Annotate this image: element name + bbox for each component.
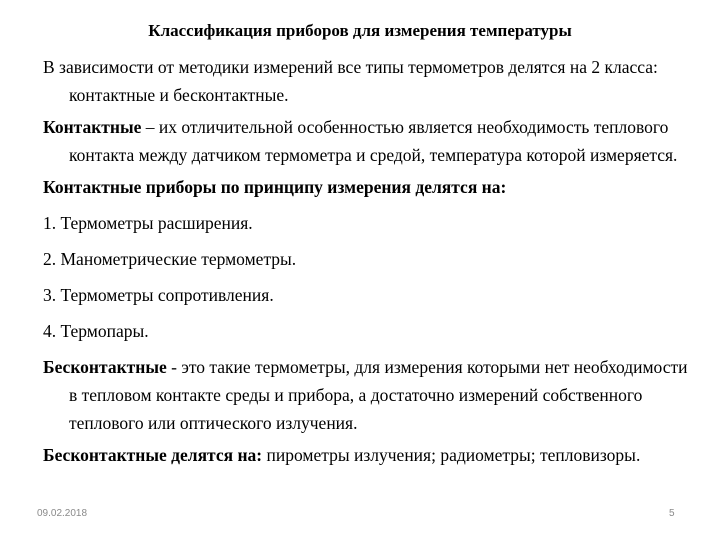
list-item-thermometers-expansion: 1. Термометры расширения. [43,213,253,233]
noncontact-definition [43,353,693,437]
list-item-manometric-thermometers: 2. Манометрические термометры. [43,249,297,269]
contact-term: Контактные [43,117,142,137]
list-item-thermocouples: 4. Термопары. [43,321,149,341]
contact-definition [43,113,693,169]
intro-paragraph: В зависимости от методики измерений все типы термометров делятся на 2 класса: контактные и бесконтактные. [43,57,658,105]
list-item-resistance-thermometers: 3. Термометры сопротивления. [43,285,274,305]
noncontact-term: Бесконтактные [43,357,167,377]
slide-content [43,53,693,469]
footer-date: 09.02.2018 [37,508,88,519]
noncontact-description: - это такие термометры, для измерения которыми нет необходимости в тепловом контакте среды и прибора, а достаточно измерений собственного теплового или оптического излучения. [69,357,688,433]
contact-types-heading-text: Контактные приборы по принципу измерения делятся на: [43,177,507,197]
contact-description: – их отличительной особенностью является необходимость теплового контакта между датчиком термометра и средой, температура которой измеряется. [69,117,678,165]
footer-page-number: 5 [669,508,675,519]
slide-title: Классификация приборов для измерения температуры [148,21,572,40]
contact-types-heading [43,173,693,201]
noncontact-types [43,441,693,469]
noncontact-types-heading: Бесконтактные делятся на: [43,445,263,465]
noncontact-types-list: пирометры излучения; радиометры; тепловизоры. [262,445,641,465]
